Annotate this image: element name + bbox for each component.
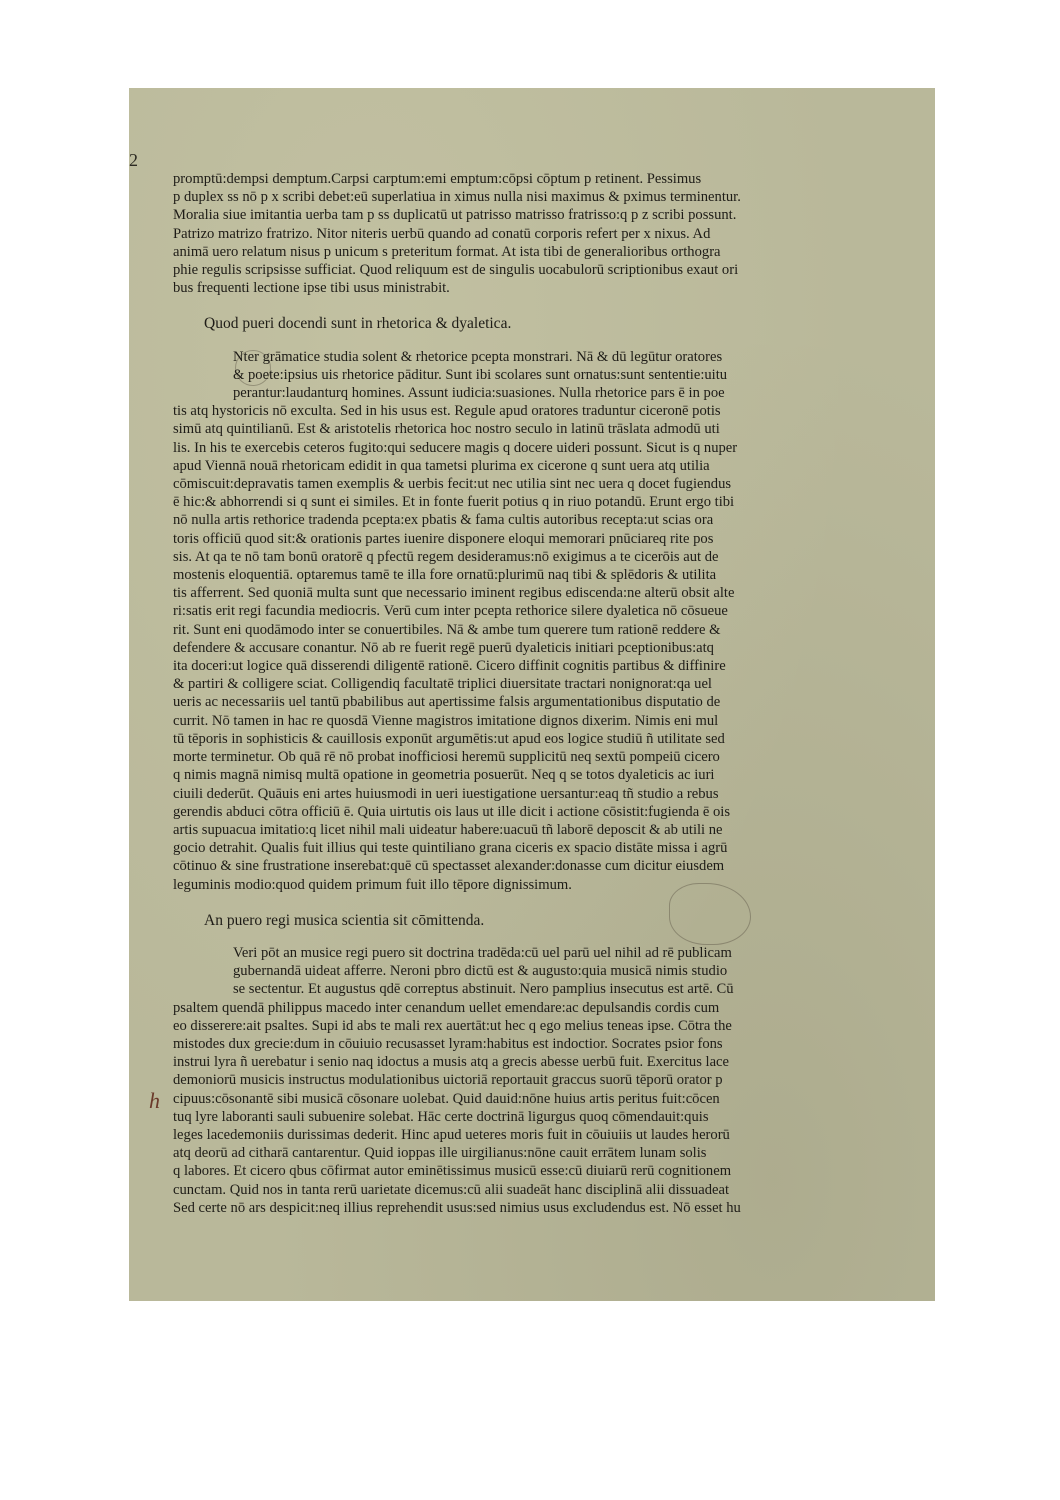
text-line: & partiri & colligere sciat. Colligendiq facultatē triplici diuersitate tractari nonignorat:qa uel xyxy=(173,676,712,693)
text-line: demoniorū musicis instructus modulationibus uictoriā reportauit graccus suorū tēporū orator p xyxy=(173,1072,723,1089)
text-line: q labores. Et cicero qbus cōfirmat autor eminētissimus musicū esse:cū diuiarū rerū cognitionem xyxy=(173,1163,732,1180)
text-line: gocio detrahit. Qualis fuit illius qui teste quintiliano grana ciceris ex spacio distāte missa i agrū xyxy=(173,840,728,857)
text-line: bus frequenti lectione ipse tibi usus ministrabit. xyxy=(173,280,450,297)
text-line: toris officiū quod sit:& orationis partes iuenire disponere eloqui memorari pnūciareq rite pos xyxy=(173,530,714,547)
text-line: artis supuacua imitatio:q licet nihil mali uideatur habere:uacuū tñ laborē deposcit & ab utili ne xyxy=(173,821,723,838)
paragraph-2 xyxy=(173,348,873,894)
text-line: Nter grāmatice studia solent & rhetorice pcepta monstrari. Nā & dū legūtur oratores xyxy=(233,348,723,365)
text-line: rit. Sunt eni quodāmodo inter se conuertibiles. Nā & ambe tum querere tum rationē reddere & xyxy=(173,621,721,638)
text-line: instrui lyra ñ uerebatur i senio naq idoctus a musis atq a grecis abesse uerbū fuit. Exercitus lace xyxy=(173,1054,730,1071)
text-line: simū atq quintilianū. Est & aristotelis rhetorica hoc nostro seculo in latinū trāslata admodū uti xyxy=(173,421,720,438)
text-line: p duplex ss nō p x scribi debet:eū superlatiua in ximus nulla nisi maximus & pximus terminentur. xyxy=(173,189,741,206)
text-line: psaltem quendā philippus macedo inter cenandum uellet emendare:ac depulsandis cordis cum xyxy=(173,999,720,1016)
text-line: ri:satis erit regi facundia mediocris. Verū cum inter pcepta rethorice silere dyaletica nō cōsueue xyxy=(173,603,728,620)
section-heading: Quod pueri docendi sunt in rhetorica & dyaletica. xyxy=(204,315,512,333)
section-heading: An puero regi musica scientia sit cōmittenda. xyxy=(204,911,485,929)
text-line: ita doceri:ut logice quā disserendi diligentē rationē. Cicero diffinit cognitis partibus & diffinire xyxy=(173,658,726,675)
text-line: cōmiscuit:depravatis tamen exemplis & uerbis fecit:ut nec utilia sint nec uera q docet fugiendus xyxy=(173,476,732,493)
scanned-page xyxy=(129,88,935,1301)
text-line: leges lacedemoniis durissimas dederit. Hinc apud ueteres moris fuit in cōuiuiis ut laudes herorū xyxy=(173,1126,730,1143)
paragraph-3 xyxy=(173,944,873,1217)
text-line: defendere & accusare conantur. Nō ab re fuerit regē puerū dyaleticis initiari pceptionibus:atq xyxy=(173,639,714,656)
text-line: ciuili dederūt. Quāuis eni artes huiusmodi in ueri iuestigatione uersantur:eaq tñ studio a rebus xyxy=(173,785,719,802)
text-line: sis. At qa te nō tam bonū oratorē q pfectū regem desideramus:nō exigimus a te cicerōis aut de xyxy=(173,548,719,565)
text-line: cunctam. Quid nos in tanta rerū uarietate dicemus:cū alii suadeāt hanc disciplinā alii dissuadeat xyxy=(173,1181,729,1198)
text-line: perantur:laudanturq homines. Assunt iudicia:suasiones. Nulla rhetorice pars ē in poe xyxy=(233,385,725,402)
text-line: gubernandā uideat afferre. Neroni pbro dictū est & augusto:quia musicā nimis studio xyxy=(233,963,728,980)
text-line: & poete:ipsius uis rhetorice pāditur. Sunt ibi scolares sunt ornatus:sunt sententie:uitu xyxy=(233,366,728,383)
text-line: ueris ac necessariis uel tantū pbabilibus aut apertissime falsis argumentationibus disputatio de xyxy=(173,694,721,711)
text-line: mostenis eloquentiā. optaremus tamē te illa fore ornatū:plurimū naq tibi & splēdoris & utilita xyxy=(173,567,717,584)
text-line: Moralia siue imitantia uerba tam p ss duplicatū ut patrisso matrisso fratrisso:q p z scribi possunt. xyxy=(173,207,737,224)
text-line: mistodes dux grecie:dum in cōuiuio recusasset lyram:habitus est indoctior. Socrates psior fons xyxy=(173,1035,723,1052)
text-line: tis atq hystoricis nō exculta. Sed in his usus est. Regule apud oratores traduntur ciceronē potis xyxy=(173,403,721,420)
text-line: tis afferrent. Sed quoniā multa sunt que necessario iminent regibus ediscenda:ne alterū obsit alte xyxy=(173,585,735,602)
text-line: tuq lyre laboranti sauli subuenire solebat. Hāc certe doctrinā ligurgus quoq cōmendauit:quis xyxy=(173,1108,709,1125)
text-line: gerendis abduci cōtra officiū ē. Quia uirtutis ois laus ut ille dicit i actione cōsistit:fugienda ē ois xyxy=(173,803,730,820)
text-line: apud Viennā nouā rhetoricam edidit in qua tametsi plurima ex cicerone q sunt uera atq utilia xyxy=(173,457,710,474)
text-line: cōtinuo & sine frustratione inserebat:quē cū spectasset alexander:donasse cum dicitur eiusdem xyxy=(173,858,725,875)
text-line: Sed certe nō ars despicit:neq illius reprehendit usus:sed nimius usus excludendus est. Nō esset hu xyxy=(173,1199,741,1216)
text-line: q nimis magnā nimisq multā opatione in geometria posuerūt. Neq q se totos dyaleticis ac iuri xyxy=(173,767,715,784)
text-line: cipuus:cōsonantē sibi musicā cōsonare uolebat. Quid dauid:nōne huius artis peritus fuit:cōcen xyxy=(173,1090,720,1107)
text-line: Veri pōt an musice regi puero sit doctrina tradēda:cū uel parū uel nihil ad rē publicam xyxy=(233,944,732,961)
paragraph-1 xyxy=(173,170,873,297)
text-line: tū tēporis in sophisticis & cauillosis exponūt argumētis:ut apud eos logice studiū ñ utilitate sed xyxy=(173,730,725,747)
text-line: ē hic:& abhorrendi si q sunt ei similes. Et in fonte fuerit potius q in riuo potandū. Erunt ergo tibi xyxy=(173,494,735,511)
text-line: se sectentur. Et augustus qdē correptus abstinuit. Nero pamplius insecutus est artē. Cū xyxy=(233,981,734,998)
text-line: promptū:dempsi demptum.Carpsi carptum:emi emptum:cōpsi cōptum p retinent. Pessimus xyxy=(173,171,702,187)
margin-note: h xyxy=(149,1088,160,1113)
body-text xyxy=(173,170,873,1217)
text-line: nō nulla artis rethorice tradenda pcepta:ex pbatis & fama cultis autoribus recepta:ut scias ora xyxy=(173,512,714,529)
text-line: animā uero relatum nisus p unicum s preteritum format. At ista tibi de generalioribus orthogra xyxy=(173,243,721,260)
text-line: atq deorū ad citharā cantarentur. Quid ioppas ille uirgilianus:nōne cauit errātem lunam solis xyxy=(173,1145,707,1162)
text-line: Patrizo matrizo fratrizo. Nitor niteris uerbū quando ad conatū corporis refert per x nixus. Ad xyxy=(173,225,711,242)
text-line: leguminis modio:quod quidem primum fuit illo tēpore dignissimum. xyxy=(173,876,572,893)
margin-mark: 2 xyxy=(129,150,138,170)
text-line: phie regulis scripsisse sufficiat. Quod reliquum est de singulis uocabulorū scriptionibus exaut ori xyxy=(173,262,739,279)
text-line: currit. Nō tamen in hac re quosdā Vienne magistros imitatione dignos dixerim. Nimis eni mul xyxy=(173,712,719,729)
text-line: morte terminetur. Ob quā rē nō probat inofficiosi heremū supplicitū neq sextū pompeiū cicero xyxy=(173,749,720,766)
text-line: eo disserere:ait psaltes. Supi id abs te mali rex auertāt:ut hec q ego melius teneas ipse. Cōtra the xyxy=(173,1017,732,1034)
text-line: lis. In his te exercebis ceteros fugito:qui seducere magis q docere uideri possunt. Sicut is q nuper xyxy=(173,439,738,456)
